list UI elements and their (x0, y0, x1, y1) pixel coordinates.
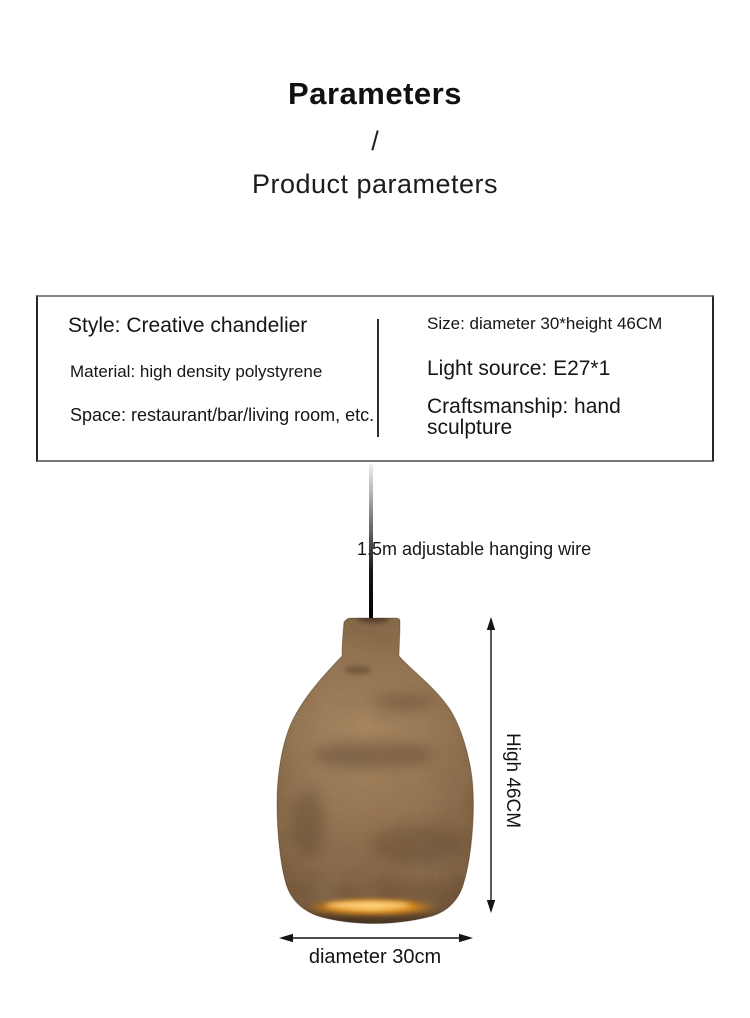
title-separator: / (371, 126, 379, 156)
page-title: Parameters (288, 76, 462, 111)
spec-space: Space: restaurant/bar/living room, etc. (70, 405, 375, 425)
diameter-dimension-arrow (274, 931, 478, 945)
pendant-lamp-image (268, 610, 482, 930)
wire-length-label: 1.5m adjustable hanging wire (357, 539, 592, 559)
height-dimension-arrow (484, 613, 498, 917)
spec-divider (377, 319, 379, 437)
spec-style: Style: Creative chandelier (68, 314, 308, 337)
page-subtitle: Product parameters (251, 169, 499, 199)
spec-light-source: Light source: E27*1 (427, 357, 611, 380)
height-dimension-label: High 46CM (502, 733, 523, 829)
spec-craftsmanship: Craftsmanship: hand sculpture (427, 395, 621, 439)
spec-size: Size: diameter 30*height 46CM (427, 314, 663, 333)
spec-material: Material: high density polystyrene (70, 362, 323, 381)
spec-box (36, 295, 714, 462)
diameter-dimension-label: diameter 30cm (308, 946, 442, 968)
